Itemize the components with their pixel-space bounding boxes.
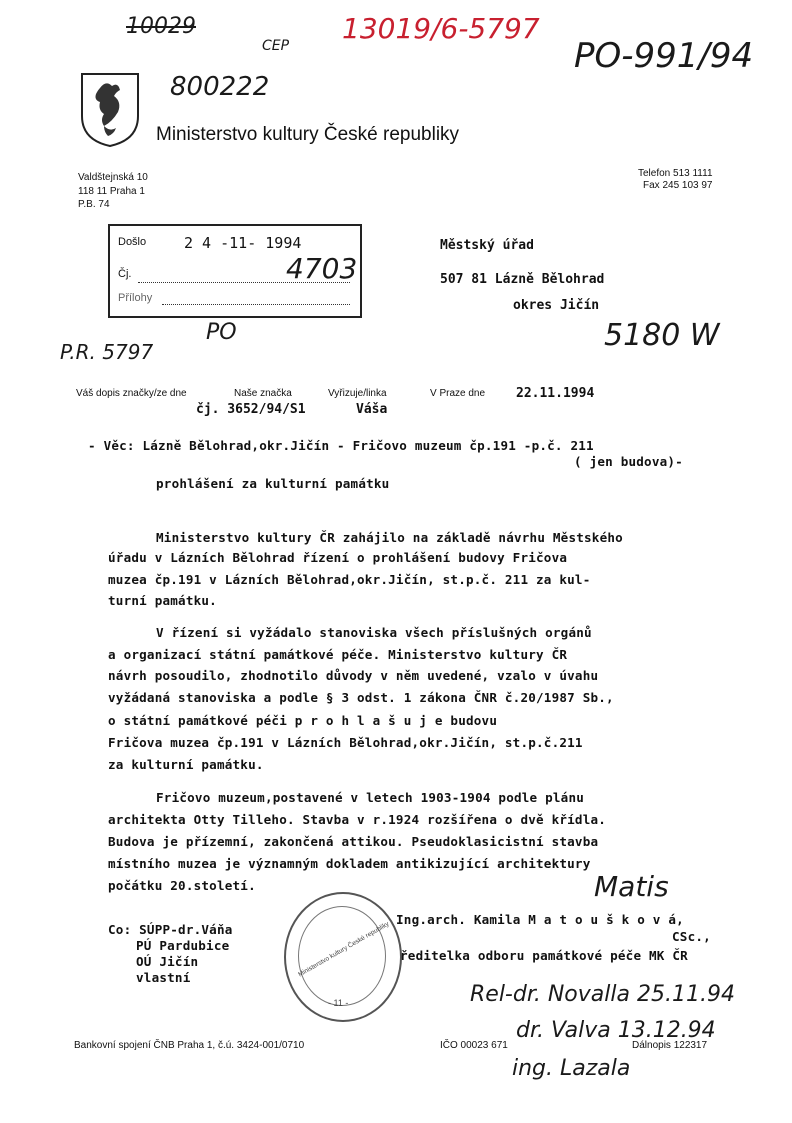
address-line-1: Valdštejnská 10	[78, 172, 148, 183]
footer-ico: IČO 00023 671	[440, 1040, 508, 1051]
ministry-title: Ministerstvo kultury České republiky	[156, 124, 460, 145]
body-line: místního muzea je významným dokladem antikizující architektury	[108, 856, 591, 871]
prilohy-label: Přílohy	[118, 292, 153, 304]
body-line: Budova je přízemní, zakončená attikou. Pseudoklasicistní stavba	[108, 834, 599, 849]
top-left-scribble: 10029	[126, 14, 196, 39]
signatory-role: ředitelka odboru památkové péče MK ČR	[400, 948, 688, 963]
footer-bank: Bankovní spojení ČNB Praha 1, č.ú. 3424-001/0710	[74, 1040, 305, 1051]
recipient-line-1: Městský úřad	[440, 238, 534, 253]
body-line: za kulturní památku.	[108, 757, 264, 772]
body-line: o státní památkové péči p r o h l a š u j e budovu	[108, 713, 498, 728]
body-line: úřadu v Lázních Bělohrad řízení o prohlášení budovy Fričova	[108, 550, 568, 565]
body-line: turní památku.	[108, 593, 217, 608]
handwritten-note-2: dr. Valva 13.12.94	[516, 1018, 716, 1043]
stamp-handwritten-number: 4703	[286, 252, 358, 285]
coat-of-arms-logo	[78, 70, 142, 148]
signatory-title: CSc.,	[672, 929, 711, 944]
body-line: Fričovo muzeum,postavené v letech 1903-1904 podle plánu	[156, 790, 585, 805]
received-date: 2 4 -11- 1994	[184, 234, 302, 252]
doslo-label: Došlo	[118, 236, 147, 248]
subject-line-1: - Věc: Lázně Bělohrad,okr.Jičín - Fričovo muzeum čp.191 -p.č. 211	[88, 438, 594, 453]
handwritten-note-1: Rel-dr. Novalla 25.11.94	[470, 982, 735, 1007]
phone: Telefon 513 1111	[638, 168, 713, 179]
body-line: V řízení si vyžádalo stanoviska všech příslušných orgánů	[156, 625, 592, 640]
letter-date: 22.11.1994	[516, 386, 595, 401]
signature: Matis	[594, 870, 669, 903]
official-round-stamp	[284, 892, 402, 1022]
recipient-line-3: okres Jičín	[513, 298, 600, 313]
body-line: návrh posoudilo, zhodnotilo důvody v něm uvedené, vzalo v úvahu	[108, 668, 599, 683]
handled-by: Váša	[356, 402, 388, 417]
label-v-praze: V Praze dne	[430, 388, 486, 399]
label-nase-znacka: Naše značka	[234, 388, 292, 399]
signatory-name: Ing.arch. Kamila M a t o u š k o v á,	[396, 912, 684, 927]
received-stamp	[108, 224, 362, 318]
handwritten-note-3: ing. Lazala	[512, 1056, 631, 1081]
recipient-line-2: 507 81 Lázně Bělohrad	[440, 272, 605, 287]
margin-po: PO	[206, 320, 237, 345]
prilohy-line	[162, 304, 350, 305]
po-number: PO-991/94	[574, 36, 754, 76]
round-stamp-number: - 11 -	[328, 998, 349, 1008]
body-line: a organizací státní památkové péče. Ministerstvo kultury ČR	[108, 647, 568, 662]
handwritten-initials: CEP	[262, 38, 290, 54]
handwritten-5180: 5180 W	[604, 318, 720, 353]
margin-pr: P.R. 5797	[60, 340, 154, 364]
body-line: počátku 20.století.	[108, 878, 256, 893]
body-line: Fričova muzea čp.191 v Lázních Bělohrad,okr.Jičín, st.p.č.211	[108, 735, 583, 750]
body-line: muzea čp.191 v Lázních Bělohrad,okr.Jičín, st.p.č. 211 za kul-	[108, 572, 591, 587]
red-reference-number: 13019/6-5797	[342, 12, 540, 45]
address-line-3: P.B. 74	[78, 199, 110, 210]
copies-line-3: OÚ Jičín	[136, 954, 199, 969]
copies-line-2: PÚ Pardubice	[136, 938, 230, 953]
round-stamp-inner	[298, 906, 386, 1006]
footer-dalnopis: Dálnopis 122317	[632, 1040, 708, 1051]
label-vas-dopis: Váš dopis značky/ze dne	[76, 388, 187, 399]
subject-line-3: prohlášení za kulturní památku	[156, 476, 390, 491]
copies-line-4: vlastní	[136, 970, 191, 985]
body-line: architekta Otty Tilleho. Stavba v r.1924 rozšířena o dvě křídla.	[108, 812, 607, 827]
round-stamp-text: Ministerstvo kultury České republiky	[297, 920, 391, 979]
handwritten-800222: 800222	[170, 72, 270, 102]
label-vyrizuje: Vyřizuje/linka	[328, 388, 387, 399]
copies-line-1: Co: SÚPP-dr.Váňa	[108, 922, 233, 937]
cj-label: Čj.	[118, 268, 132, 280]
body-line: Ministerstvo kultury ČR zahájilo na základě návrhu Městského	[156, 530, 623, 545]
body-line: vyžádaná stanoviska a podle § 3 odst. 1 zákona ČNR č.20/1987 Sb.,	[108, 690, 614, 705]
our-reference: čj. 3652/94/S1	[196, 402, 306, 417]
address-line-2: 118 11 Praha 1	[78, 186, 145, 197]
subject-line-2: ( jen budova)-	[574, 454, 683, 469]
fax: Fax 245 103 97	[643, 180, 713, 191]
